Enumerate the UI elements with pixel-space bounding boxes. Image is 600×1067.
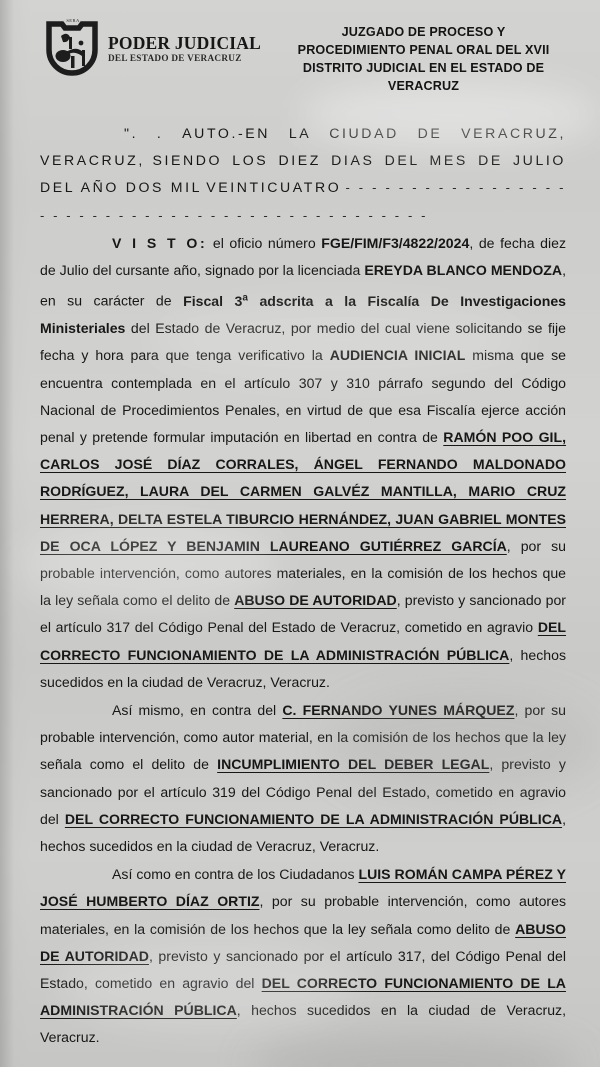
text-run: misma que se encuentra contemplada en el artículo 307 y 310 párrafo segundo del Código Nacional de Procedimientos Penales, en virtud de que esa Fiscalía ejerce acción penal y pretende formular imputación en libertad en contra de [40,347,566,445]
ordinal-superscript: a [242,292,248,304]
paragraph-asimismo [40,697,566,860]
auto-label: AUTO [182,125,232,141]
accused-names: LUIS ROMÁN CAMPA PÉREZ Y JOSÉ HUMBERTO DÍAZ ORTIZ [40,866,566,910]
court-title-line: VERACRUZ [387,78,460,93]
text-run: , en su carácter de [40,262,566,309]
text-run: , hechos sucedidos en la ciudad de Veracruz, Veracruz. [40,810,566,854]
institution-brand [44,16,261,78]
text-run: Así mismo, en contra del [112,701,283,718]
aggrieved-party: DEL CORRECTO FUNCIONAMIENTO DE LA ADMINISTRACIÓN PÚBLICA [40,974,566,1019]
text-run: , por su probable intervención, como autor material, en la comisión de los hechos que la ley señala como el delito de [40,701,566,773]
text-run: , previsto y sancionado por el artículo 317 del Código Penal del Estado de Veracruz, cometido en agravio [40,592,566,636]
auto-dash: .- [231,125,246,141]
institution-name: PODER JUDICIAL [108,33,262,54]
opening-line-1: EN LA CIUDAD DE VERACRUZ, VERACRUZ, [40,125,566,169]
oficio-number: FGE/FIM/F3/4822/2024 [321,234,470,251]
crime-name: ABUSO DE AUTORIDAD [40,920,566,964]
svg-text:SERA: SERA [66,18,80,23]
text-run: el oficio número [207,234,322,251]
aggrieved-party: DEL CORRECTO FUNCIONAMIENTO DE LA ADMINISTRACIÓN PÚBLICA [40,619,566,663]
paragraph-opening [40,120,566,229]
aggrieved-party: DEL CORRECTO FUNCIONAMIENTO DE LA ADMINISTRACIÓN PÚBLICA [64,810,563,827]
accused-name: C. FERNANDO YUNES MÁRQUEZ [282,701,515,718]
visto-label: V I S T O: [112,234,208,251]
quote-mark: ". . [124,125,164,141]
crime-name: ABUSO DE AUTORIDAD [234,592,397,609]
text-run: , hechos sucedidos en la ciudad de Veracruz, Veracruz. [40,646,566,690]
court-title-line: DISTRITO JUDICIAL EN EL ESTADO DE [302,60,545,75]
crime-name: INCUMPLIMIENTO DEL DEBER LEGAL [217,756,490,773]
text-run: , previsto y sancionado por el artículo 319 del Código Penal del Estado, cometido en agravio del [40,756,566,827]
text-run: Así como en contra de los Ciudadanos [112,866,359,883]
text-run: , por su probable intervención, como autores materiales, en la comisión de los hechos que la ley señala como delito de [40,893,566,937]
fiscal-name: EREYDA BLANCO MENDOZA [364,262,563,279]
court-title-line: PROCEDIMIENTO PENAL ORAL DEL XVII [297,42,550,57]
poder-judicial-seal-icon [44,16,102,78]
document-body [0,96,600,1052]
filler-dashes: - - - - - - - - - - - - - - - - - - - - - - - - - - - - - - - - - - - - - - - - - - - - - - - [40,180,567,223]
court-title-line: JUZGADO DE PROCESO Y [341,25,506,39]
institution-subtitle: DEL ESTADO DE VERACRUZ [108,52,242,63]
accused-names-list: RAMÓN POO GIL, CARLOS JOSÉ DÍAZ CORRALES, ÁNGEL FERNANDO MALDONADO RODRÍGUEZ, LAURA DEL CARMEN GALVÉZ MANTILLA, MARIO CRUZ HERRERA, DELTA ESTELA TIBURCIO HERNÁNDEZ, JUAN GABRIEL MONTES DE OCA LÓPEZ Y BENJAMIN LAUREANO GUTIÉRREZ GARCÍA [40,428,566,554]
court-title [261,24,574,96]
text-run: del Estado de Veracruz, por medio del cual viene solicitando se fije fecha y hora para que tenga verificativo la [40,320,566,364]
opening-line-2: SIENDO LOS DIEZ DIAS DEL MES DE JULIO DEL AÑO DOS MIL [40,152,566,196]
fiscal-role: Fiscal 3$^a$ adscrita a la Fiscalía De Investigaciones Ministeriales [40,292,566,337]
paragraph-asicomo [40,861,566,1051]
text-run: , previsto y sancionado por el artículo 317, del Código Penal del Estado, cometido en agravio del [40,947,566,991]
paragraph-visto [40,230,566,696]
institution-wordmark [108,35,261,63]
text-run: , por su probable intervención, como autores materiales, en la comisión de los hechos que la ley señala como el delito de [40,537,566,609]
text-run: , de fecha diez de Julio del cursante año, signado por la licenciada [40,234,566,279]
text-run: , hechos sucedidos en la ciudad de Veracruz, Veracruz. [40,1002,566,1046]
document-header [0,0,600,96]
opening-line-3: VEINTICUATRO [206,179,342,196]
hearing-type: AUDIENCIA INICIAL [329,347,466,364]
